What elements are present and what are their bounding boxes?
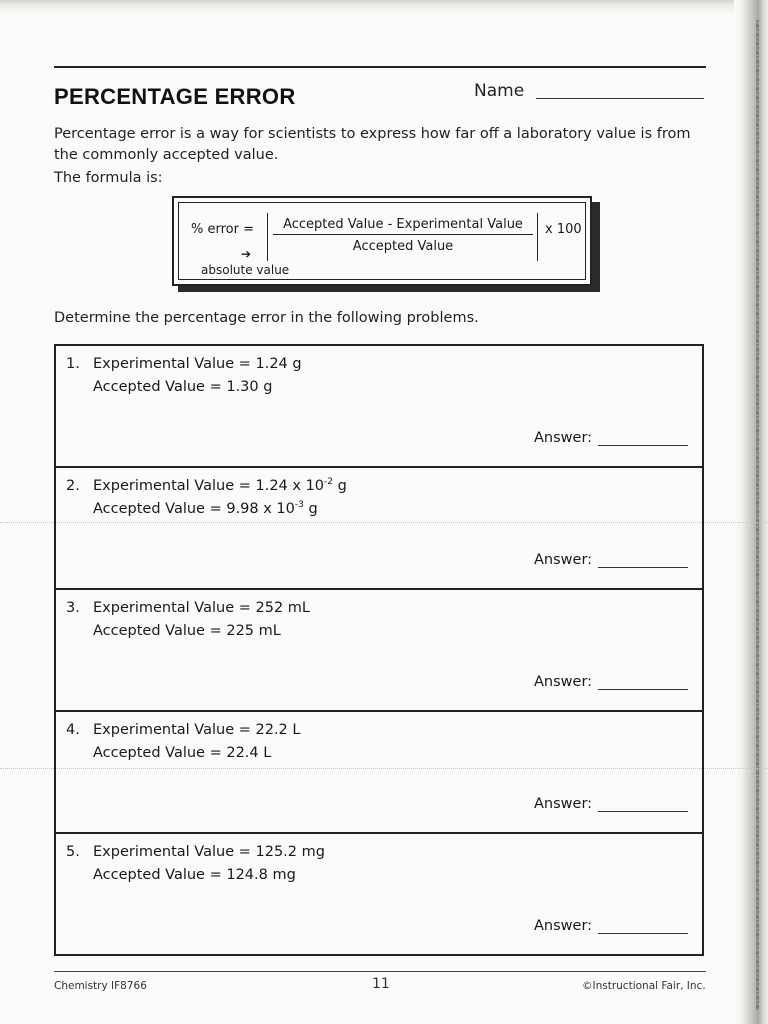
formula-box (172, 196, 592, 286)
footer-rule (54, 971, 706, 972)
formula-multiplier: x 100 (545, 222, 582, 237)
formula-lead: The formula is: (54, 170, 163, 186)
answer-field[interactable] (598, 933, 688, 934)
problem-4 (56, 712, 702, 834)
experimental-unit: g (333, 478, 347, 494)
accepted-value: Accepted Value = 124.8 mg (93, 867, 296, 883)
problem-1 (56, 346, 702, 468)
problems-table (54, 344, 704, 956)
arrow-icon: ➔ (241, 247, 252, 261)
answer-field[interactable] (598, 811, 688, 812)
problem-number: 4. (66, 722, 80, 738)
accepted-value (93, 501, 318, 517)
problem-2 (56, 468, 702, 590)
problem-3 (56, 590, 702, 712)
footer-book-code: Chemistry IF8766 (54, 980, 147, 992)
footer-copyright: ©Instructional Fair, Inc. (582, 980, 706, 992)
answer-field[interactable] (598, 689, 688, 690)
answer-label: Answer: (534, 552, 593, 568)
page-number: 11 (372, 976, 390, 992)
directions: Determine the percentage error in the following problems. (54, 310, 479, 326)
experimental-value: Experimental Value = 252 mL (93, 600, 310, 616)
formula-numerator: Accepted Value - Experimental Value (273, 217, 533, 235)
formula-denominator: Accepted Value (352, 239, 454, 254)
scan-edge-top (0, 0, 768, 14)
experimental-value: Experimental Value = 125.2 mg (93, 844, 325, 860)
experimental-value: Experimental Value = 22.2 L (93, 722, 301, 738)
name-label: Name (474, 81, 525, 101)
answer-label: Answer: (534, 430, 593, 446)
experimental-value-base: Experimental Value = 1.24 x 10 (93, 478, 325, 494)
experimental-exponent: -2 (324, 477, 334, 488)
absolute-bar-right (537, 213, 538, 261)
answer-label: Answer: (534, 674, 593, 690)
intro-text: Percentage error is a way for scientists to express how far off a laboratory value is from the commonly accepted value. (54, 126, 691, 163)
header-rule (54, 66, 706, 68)
accepted-value-base: Accepted Value = 9.98 x 10 (93, 501, 295, 517)
experimental-value: Experimental Value = 1.24 g (93, 356, 302, 372)
page-edge-shadow (756, 20, 759, 1010)
problem-number: 5. (66, 844, 80, 860)
name-field-line[interactable] (536, 98, 704, 99)
answer-label: Answer: (534, 796, 593, 812)
accepted-value: Accepted Value = 225 mL (93, 623, 281, 639)
problem-5 (56, 834, 702, 956)
answer-label: Answer: (534, 918, 593, 934)
scan-edge-right (734, 0, 768, 1024)
absolute-value-note: absolute value (201, 263, 290, 277)
problem-number: 2. (66, 478, 80, 494)
accepted-value: Accepted Value = 1.30 g (93, 379, 273, 395)
problem-number: 1. (66, 356, 80, 372)
accepted-value: Accepted Value = 22.4 L (93, 745, 272, 761)
answer-field[interactable] (598, 445, 688, 446)
page-title: PERCENTAGE ERROR (54, 84, 296, 109)
formula-lhs: % error = (191, 222, 254, 237)
formula-inner-border (178, 202, 586, 280)
experimental-value (93, 478, 347, 494)
problem-number: 3. (66, 600, 80, 616)
absolute-bar-left (267, 213, 268, 261)
accepted-exponent: -3 (294, 500, 304, 511)
answer-field[interactable] (598, 567, 688, 568)
accepted-unit: g (303, 501, 318, 517)
